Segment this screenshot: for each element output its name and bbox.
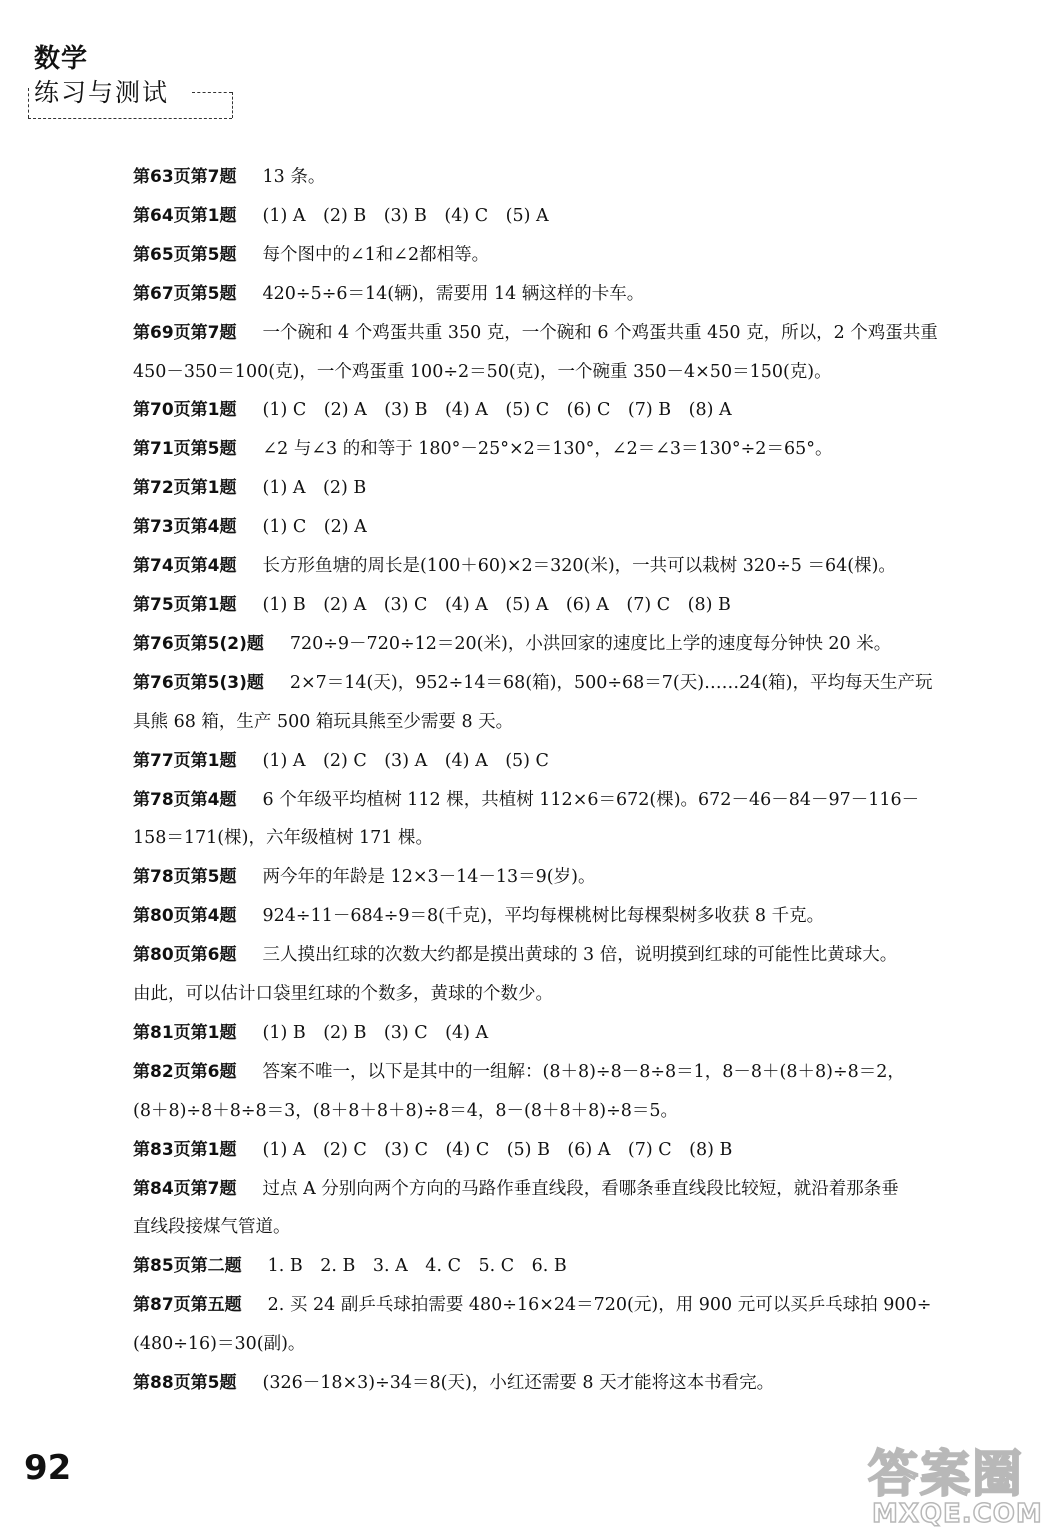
- answer-entry: [133, 936, 993, 975]
- answer-continuation: [133, 1092, 993, 1131]
- answer-entry: [133, 1170, 993, 1209]
- question-label: 第78页第5题: [133, 867, 237, 888]
- answer-continuation: [133, 703, 993, 742]
- answer-entry: [133, 742, 993, 781]
- watermark-domain: MXQE.COM: [872, 1499, 1043, 1529]
- answer-text: 6 个年级平均植树 112 棵，共植树 112×6＝672(棵)。672－46－84－97－116－: [262, 789, 920, 810]
- question-label: 第75页第1题: [133, 594, 237, 615]
- answer-entry: [133, 469, 993, 508]
- answer-continuation: [133, 1325, 993, 1364]
- answer-entry: [133, 1286, 993, 1325]
- answer-continuation: [133, 1208, 993, 1247]
- answer-text: 720÷9－720÷12＝20(米)，小洪回家的速度比上学的速度每分钟快 20 米。: [289, 633, 892, 654]
- answer-entry: [133, 236, 993, 275]
- question-label: 第88页第5题: [133, 1373, 237, 1394]
- question-label: 第64页第1题: [133, 205, 237, 226]
- answer-entry: [133, 858, 993, 897]
- answer-entry: [133, 158, 993, 197]
- title-frame-top: [192, 92, 232, 93]
- answer-text: (1) C (2) A (3) B (4) A (5) C (6) C (7) B (8) A: [262, 400, 732, 421]
- answer-text: 答案不唯一，以下是其中的一组解：(8＋8)÷8－8÷8＝1，8－8＋(8＋8)÷8＝2，: [262, 1061, 905, 1082]
- answer-text: 420÷5÷6＝14(辆)，需要用 14 辆这样的卡车。: [262, 283, 645, 304]
- answer-entry: [133, 275, 993, 314]
- answer-text: (326－18×3)÷34＝8(天)，小红还需要 8 天才能将这本书看完。: [262, 1373, 775, 1394]
- answer-entry: [133, 1364, 993, 1403]
- answer-text: 两今年的年龄是 12×3－14－13＝9(岁)。: [262, 867, 596, 888]
- question-label: 第76页第5(2)题: [133, 633, 264, 654]
- answer-text: 158＝171(棵)，六年级植树 171 棵。: [133, 828, 433, 849]
- page-number: 92: [24, 1448, 72, 1488]
- answer-entry: [133, 391, 993, 430]
- title-frame-right: [232, 92, 233, 118]
- answer-text: 直线段接煤气管道。: [133, 1217, 291, 1238]
- answer-text: (1) A (2) C (3) A (4) A (5) C: [262, 750, 549, 771]
- question-label: 第65页第5题: [133, 244, 237, 265]
- answer-text: (1) A (2) B (3) B (4) C (5) A: [262, 205, 549, 226]
- question-label: 第69页第7题: [133, 322, 237, 343]
- answer-entry: [133, 897, 993, 936]
- answer-entry: [133, 1131, 993, 1170]
- answer-entry: [133, 314, 993, 353]
- answer-text: 924÷11－684÷9＝8(千克)，平均每棵桃树比每棵梨树多收获 8 千克。: [262, 906, 825, 927]
- question-label: 第73页第4题: [133, 517, 237, 538]
- watermark-logo: [868, 1446, 1048, 1530]
- answer-entry: [133, 1247, 993, 1286]
- answer-text: 长方形鱼塘的周长是(100＋60)×2＝320(米)，一共可以栽树 320÷5 ＝64(棵)。: [262, 556, 896, 577]
- answer-text: 具熊 68 箱，生产 500 箱玩具熊至少需要 8 天。: [133, 711, 514, 732]
- book-title: 练习与测试: [34, 78, 170, 107]
- answer-text: ∠2 与∠3 的和等于 180°－25°×2＝130°，∠2＝∠3＝130°÷2＝65°。: [262, 439, 833, 460]
- answer-entry: [133, 625, 993, 664]
- question-label: 第84页第7题: [133, 1178, 237, 1199]
- answer-text: (8＋8)÷8＋8÷8＝3，(8＋8＋8＋8)÷8＝4，8－(8＋8＋8)÷8＝5。: [133, 1100, 679, 1121]
- answer-entry: [133, 197, 993, 236]
- question-label: 第74页第4题: [133, 556, 237, 577]
- answer-text: (1) A (2) C (3) C (4) C (5) B (6) A (7) C (8) B: [262, 1139, 733, 1160]
- answer-text: 三人摸出红球的次数大约都是摸出黄球的 3 倍，说明摸到红球的可能性比黄球大。: [262, 945, 898, 966]
- book-header: [22, 40, 236, 120]
- answer-continuation: [133, 819, 993, 858]
- question-label: 第82页第6题: [133, 1061, 237, 1082]
- answer-continuation: [133, 353, 993, 392]
- question-label: 第85页第二题: [133, 1256, 242, 1277]
- answer-text: (1) B (2) A (3) C (4) A (5) A (6) A (7) C (8) B: [262, 594, 731, 615]
- question-label: 第80页第4题: [133, 906, 237, 927]
- question-label: 第77页第1题: [133, 750, 237, 771]
- question-label: 第72页第1题: [133, 478, 237, 499]
- answer-entry: [133, 547, 993, 586]
- answer-text: 由此，可以估计口袋里红球的个数多，黄球的个数少。: [133, 984, 553, 1005]
- answer-text: 过点 A 分别向两个方向的马路作垂直线段，看哪条垂直线段比较短，就沿着那条垂: [262, 1178, 899, 1199]
- question-label: 第80页第6题: [133, 945, 237, 966]
- answer-entry: [133, 430, 993, 469]
- question-label: 第87页第五题: [133, 1295, 242, 1316]
- answer-list: [133, 158, 993, 1403]
- title-frame-bottom: [28, 118, 232, 119]
- answer-text: (480÷16)＝30(副)。: [133, 1334, 306, 1355]
- answer-entry: [133, 508, 993, 547]
- answer-continuation: [133, 975, 993, 1014]
- answer-entry: [133, 586, 993, 625]
- title-frame-left: [28, 88, 29, 118]
- question-label: 第76页第5(3)题: [133, 672, 264, 693]
- question-label: 第70页第1题: [133, 400, 237, 421]
- answer-text: (1) B (2) B (3) C (4) A: [262, 1022, 489, 1043]
- answer-entry: [133, 781, 993, 820]
- answer-entry: [133, 1053, 993, 1092]
- answer-text: 2×7＝14(天)，952÷14＝68(箱)，500÷68＝7(天)……24(箱)，平均每天生产玩: [289, 672, 933, 693]
- answer-entry: [133, 1014, 993, 1053]
- question-label: 第78页第4题: [133, 789, 237, 810]
- watermark-glyphs: 答案圈: [868, 1445, 1024, 1503]
- question-label: 第83页第1题: [133, 1139, 237, 1160]
- answer-text: (1) A (2) B: [262, 478, 367, 499]
- question-label: 第63页第7题: [133, 167, 237, 187]
- answer-text: 1. B 2. B 3. A 4. C 5. C 6. B: [267, 1256, 567, 1277]
- answer-text: 13 条。: [262, 167, 326, 187]
- answer-text: 一个碗和 4 个鸡蛋共重 350 克，一个碗和 6 个鸡蛋共重 450 克，所以，2 个鸡蛋共重: [262, 322, 938, 343]
- question-label: 第81页第1题: [133, 1022, 237, 1043]
- question-label: 第71页第5题: [133, 439, 237, 460]
- answer-text: 450－350＝100(克)，一个鸡蛋重 100÷2＝50(克)，一个碗重 350－4×50＝150(克)。: [133, 361, 832, 382]
- question-label: 第67页第5题: [133, 283, 237, 304]
- subject-label: 数学: [34, 44, 89, 74]
- answer-text: 2. 买 24 副乒乓球拍需要 480÷16×24＝720(元)，用 900 元可以买乒乓球拍 900÷: [267, 1295, 932, 1316]
- answer-text: 每个图中的∠1和∠2都相等。: [262, 244, 490, 265]
- answer-text: (1) C (2) A: [262, 517, 367, 538]
- answer-entry: [133, 664, 993, 703]
